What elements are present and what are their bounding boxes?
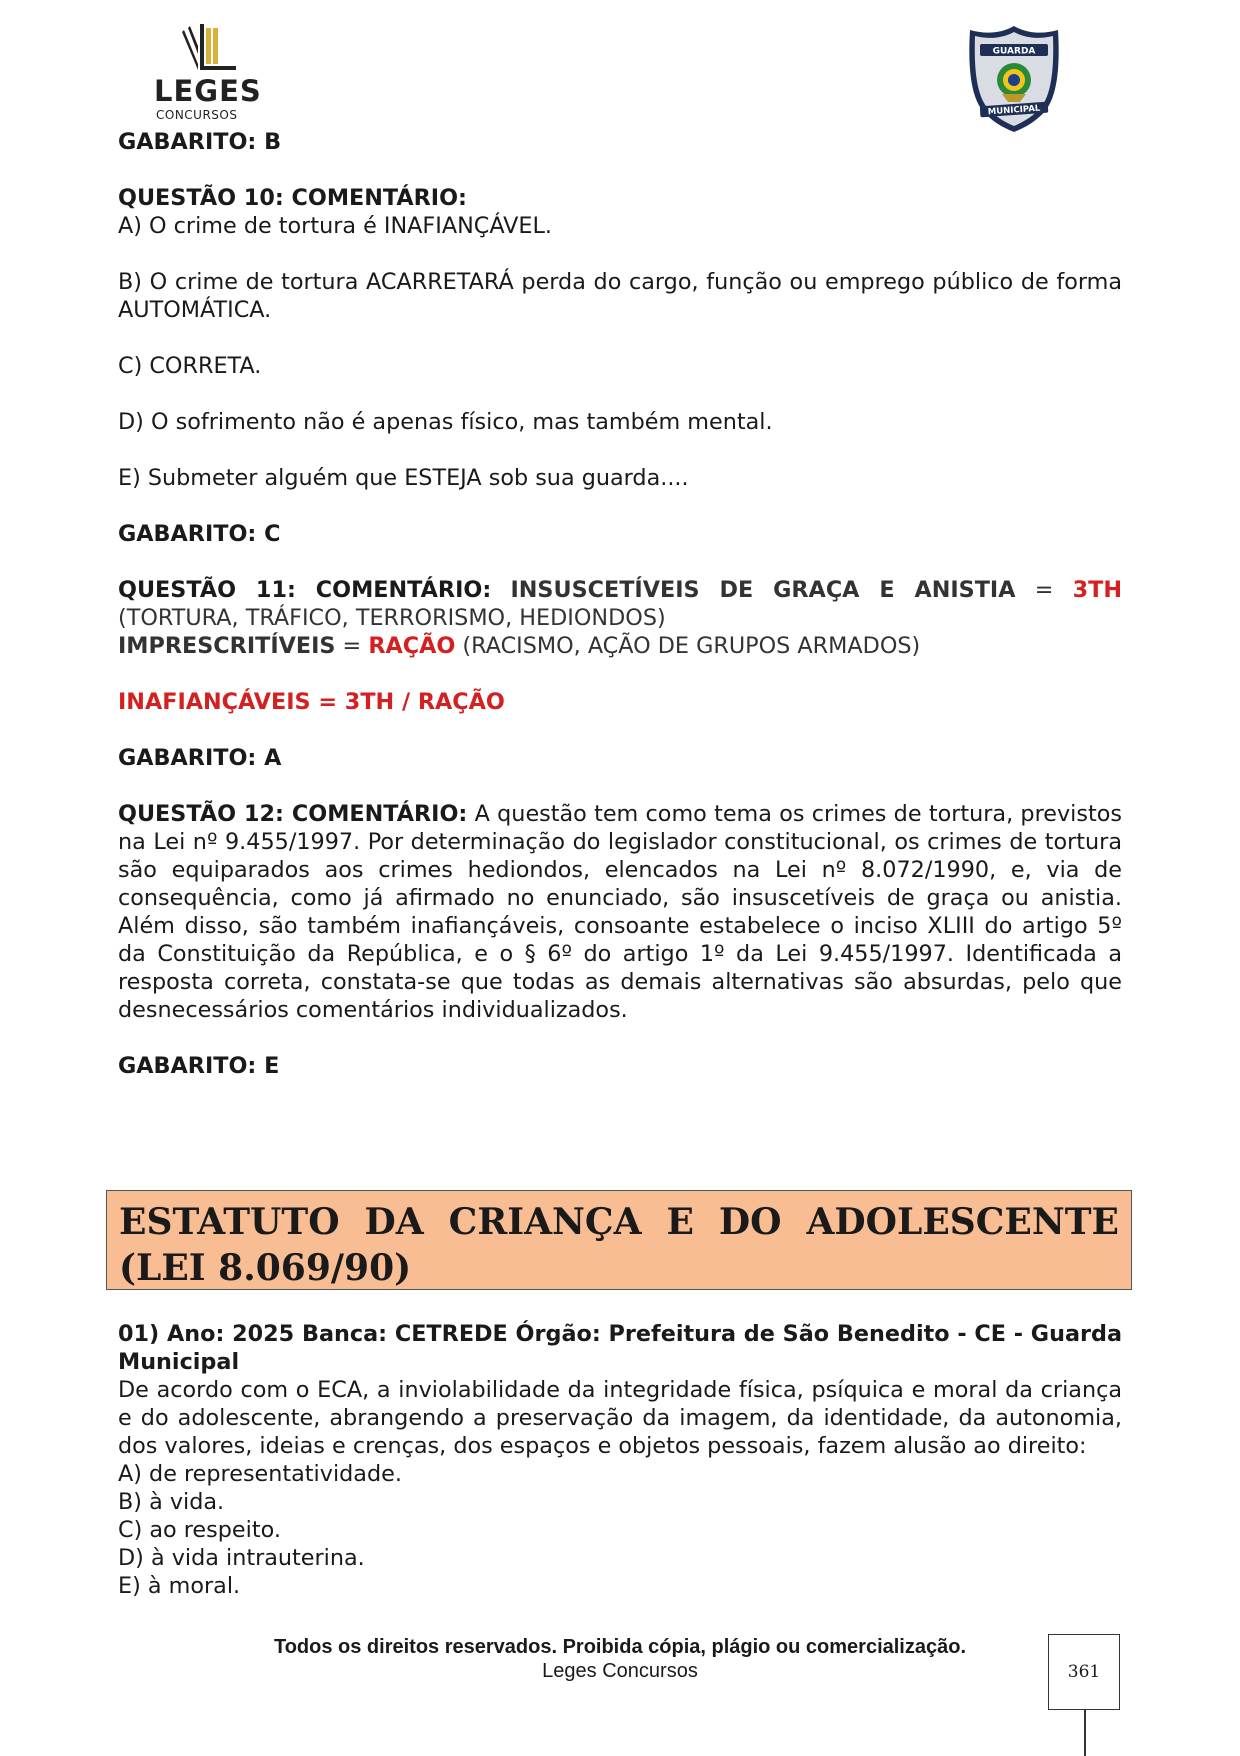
leges-book-icon <box>178 20 248 74</box>
document-body <box>118 128 1122 1080</box>
q10-item-e: E) Submeter alguém que ESTEJA sob sua guarda.... <box>118 465 689 491</box>
q10-item-d: D) O sofrimento não é apenas físico, mas também mental. <box>118 409 773 435</box>
q11-line2 <box>118 632 1122 660</box>
q11-key-racao: RAÇÃO <box>368 633 456 659</box>
guarda-municipal-badge <box>966 24 1062 134</box>
footer-rights: Todos os direitos reservados. Proibida cópia, plágio ou comercialização. <box>273 1636 967 1658</box>
q11-line1 <box>118 576 1122 632</box>
section-heading-eca <box>106 1190 1132 1290</box>
logo-brand-text: LEGES <box>154 74 262 108</box>
q11-detail-2: (RACISMO, AÇÃO DE GRUPOS ARMADOS) <box>455 633 921 659</box>
q10-item-b: B) O crime de tortura ACARRETARÁ perda do cargo, função ou emprego público de forma AUTOMÁTICA. <box>118 269 1122 323</box>
q10-item-c: C) CORRETA. <box>118 353 262 379</box>
question-01-header: 01) Ano: 2025 Banca: CETREDE Órgão: Prefeitura de São Benedito - CE - Guarda Municipal <box>118 1321 1122 1375</box>
q11-equals-2: = <box>335 633 369 659</box>
q11-summary: INAFIANÇÁVEIS = 3TH / RAÇÃO <box>118 689 505 715</box>
leges-logo <box>150 20 260 120</box>
badge-top-text: GUARDA <box>992 46 1036 57</box>
q11-gabarito: GABARITO: A <box>118 745 282 771</box>
q11-imprescritiveis-label: IMPRESCRITÍVEIS <box>118 633 336 659</box>
question-01-option-e: E) à moral. <box>118 1573 241 1599</box>
q12-gabarito: GABARITO: E <box>118 1053 280 1079</box>
q10-title: QUESTÃO 10: COMENTÁRIO: <box>118 185 467 211</box>
q11-detail-1: (TORTURA, TRÁFICO, TERRORISMO, HEDIONDOS) <box>118 605 666 631</box>
footer-company: Leges Concursos <box>542 1660 698 1682</box>
question-01-option-a: A) de representatividade. <box>118 1461 402 1487</box>
q9-gabarito: GABARITO: B <box>118 129 282 155</box>
q10-gabarito: GABARITO: C <box>118 521 281 547</box>
section-title: ESTATUTO DA CRIANÇA E DO ADOLESCENTE (LEI 8.069/90) <box>119 1201 1119 1289</box>
q11-equals-1: = <box>1015 577 1073 603</box>
badge-bottom-text: MUNICIPAL <box>987 103 1041 118</box>
q11-title: QUESTÃO 11: COMENTÁRIO: <box>118 577 492 603</box>
q11-insuscetiveis-label: INSUSCETÍVEIS DE GRAÇA E ANISTIA <box>510 577 1016 603</box>
q12-text: A questão tem como tema os crimes de tortura, previstos na Lei nº 9.455/1997. Por determinação do legislador constitucional, os crimes de tortura são equiparados aos crimes hediondos, elencados na Lei nº 8.072/1990, e, via de consequência, como já afirmado no enunciado, são insuscetíveis de graça ou anistia. Além disso, são também inafiançáveis, consoante estabelece o inciso XLIII do artigo 5º da Constituição da República, e o § 6º do artigo 1º da Lei 9.455/1997. Identificada a resposta correta, constata-se que todas as demais alternativas são absurdas, pelo que desnecessários comentários individualizados. <box>118 801 1122 1023</box>
question-01-option-b: B) à vida. <box>118 1489 225 1515</box>
q11-key-3th: 3TH <box>1072 577 1122 603</box>
q12-title: QUESTÃO 12: COMENTÁRIO: <box>118 801 468 827</box>
page-number: 361 <box>1048 1634 1120 1710</box>
question-01-block <box>118 1320 1122 1600</box>
question-01-option-d: D) à vida intrauterina. <box>118 1545 365 1571</box>
logo-sub-text: CONCURSOS <box>156 108 238 122</box>
page-number-line <box>1084 1710 1086 1756</box>
question-01-option-c: C) ao respeito. <box>118 1517 281 1543</box>
q12-paragraph <box>118 800 1122 1024</box>
question-01-statement: De acordo com o ECA, a inviolabilidade da integridade física, psíquica e moral da criança e do adolescente, abrangendo a preservação da imagem, da identidade, da autonomia, dos valores, ideias e crenças, dos espaços e objetos pessoais, fazem alusão ao direito: <box>118 1377 1122 1459</box>
q10-item-a: A) O crime de tortura é INAFIANÇÁVEL. <box>118 213 553 239</box>
